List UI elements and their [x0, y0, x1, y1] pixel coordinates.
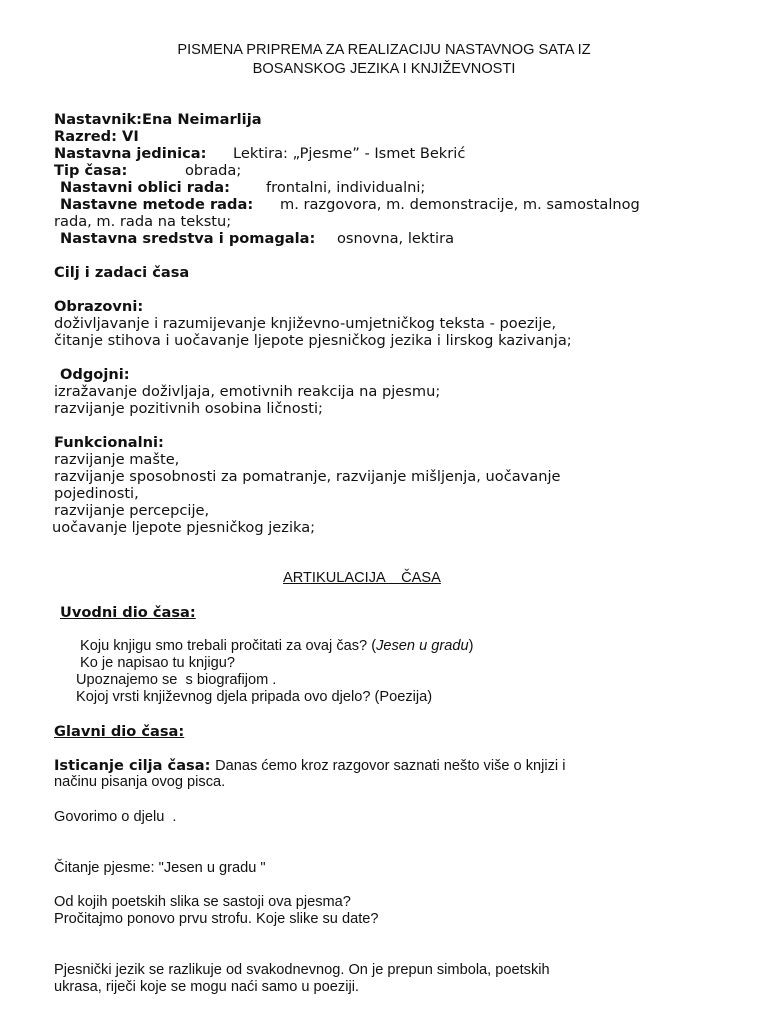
functional-line: pojedinosti, — [54, 485, 139, 502]
aids-label: Nastavna sredstva i pomagala: — [60, 230, 316, 247]
goal-row — [54, 757, 565, 775]
type-label: Tip časa: — [54, 162, 128, 179]
upbringing-heading: Odgojni: — [60, 366, 130, 383]
reading-line: Čitanje pjesme: "Jesen u gradu " — [54, 860, 266, 876]
intro-question-1 — [80, 638, 473, 655]
teacher-row — [54, 111, 262, 128]
intro-question-2: Ko je napisao tu knjigu? — [80, 655, 235, 671]
intro-question-1-text: Koju knjigu smo trebali pročitati za ovaj čas? ( — [80, 638, 377, 654]
functional-heading: Funkcionalni: — [54, 434, 164, 451]
aids-value: osnovna, lektira — [337, 230, 455, 247]
grade-label: Razred: VI — [54, 128, 139, 145]
educational-heading: Obrazovni: — [54, 298, 144, 315]
goal-text-continued: načinu pisanja ovog pisca. — [54, 774, 226, 790]
functional-line: razvijanje mašte, — [54, 451, 180, 468]
intro-question-4: Kojoj vrsti književnog djela pripada ovo djelo? (Poezija) — [76, 689, 433, 705]
teacher-label: Nastavnik: — [54, 111, 143, 128]
functional-line: razvijanje sposobnosti za pomatranje, razvijanje mišljenja, uočavanje — [54, 468, 561, 485]
upbringing-line: izražavanje doživljaja, emotivnih reakcija na pjesmu; — [54, 383, 441, 400]
articulation-heading: ARTIKULACIJA ČASA — [283, 570, 441, 586]
question-images: Od kojih poetskih slika se sastoji ova pjesma? — [54, 894, 351, 910]
goals-heading: Cilj i zadaci časa — [54, 264, 190, 281]
methods-value-continued: rada, m. rada na tekstu; — [54, 213, 232, 230]
methods-label: Nastavne metode rada: — [60, 196, 254, 213]
question-reread: Pročitajmo ponovo prvu strofu. Koje slike su date? — [54, 911, 379, 927]
methods-value: m. razgovora, m. demonstracije, m. samostalnog — [280, 196, 640, 213]
functional-line: uočavanje ljepote pjesničkog jezika; — [52, 519, 316, 536]
educational-line: doživljavanje i razumijevanje književno-umjetničkog teksta - poezije, — [54, 315, 557, 332]
goal-label: Isticanje cilja časa: — [54, 757, 211, 774]
main-heading: Glavni dio časa: — [54, 723, 185, 740]
book-title: Jesen u gradu — [376, 638, 469, 654]
document-title-line-1: PISMENA PRIPREMA ZA REALIZACIJU NASTAVNOG SATA IZ — [177, 42, 591, 58]
forms-value: frontalni, individualni; — [266, 179, 426, 196]
teacher-value: Ena Neimarlija — [142, 111, 262, 128]
intro-question-3: Upoznajemo se s biografijom . — [76, 672, 277, 688]
educational-line: čitanje stihova i uočavanje ljepote pjesničkog jezika i lirskog kazivanja; — [54, 332, 572, 349]
intro-heading: Uvodni dio časa: — [60, 604, 196, 621]
unit-row — [54, 145, 206, 162]
poetic-language-line: Pjesnički jezik se razlikuje od svakodnevnog. On je prepun simbola, poetskih — [54, 962, 550, 978]
intro-question-1-close: ) — [468, 638, 474, 654]
unit-label: Nastavna jedinica: — [54, 145, 207, 162]
document-title-line-2: BOSANSKOG JEZIKA I KNJIŽEVNOSTI — [252, 61, 516, 77]
poetic-language-line: ukrasa, riječi koje se mogu naći samo u poeziji. — [54, 979, 359, 995]
unit-value: Lektira: „Pjesme” - Ismet Bekrić — [233, 145, 466, 162]
upbringing-line: razvijanje pozitivnih osobina ličnosti; — [54, 400, 323, 417]
type-value: obrada; — [185, 162, 242, 179]
talk-line: Govorimo o djelu . — [54, 809, 177, 825]
goal-text: Danas ćemo kroz razgovor saznati nešto više o knjizi i — [215, 758, 566, 774]
functional-line: razvijanje percepcije, — [54, 502, 210, 519]
forms-label: Nastavni oblici rada: — [60, 179, 230, 196]
